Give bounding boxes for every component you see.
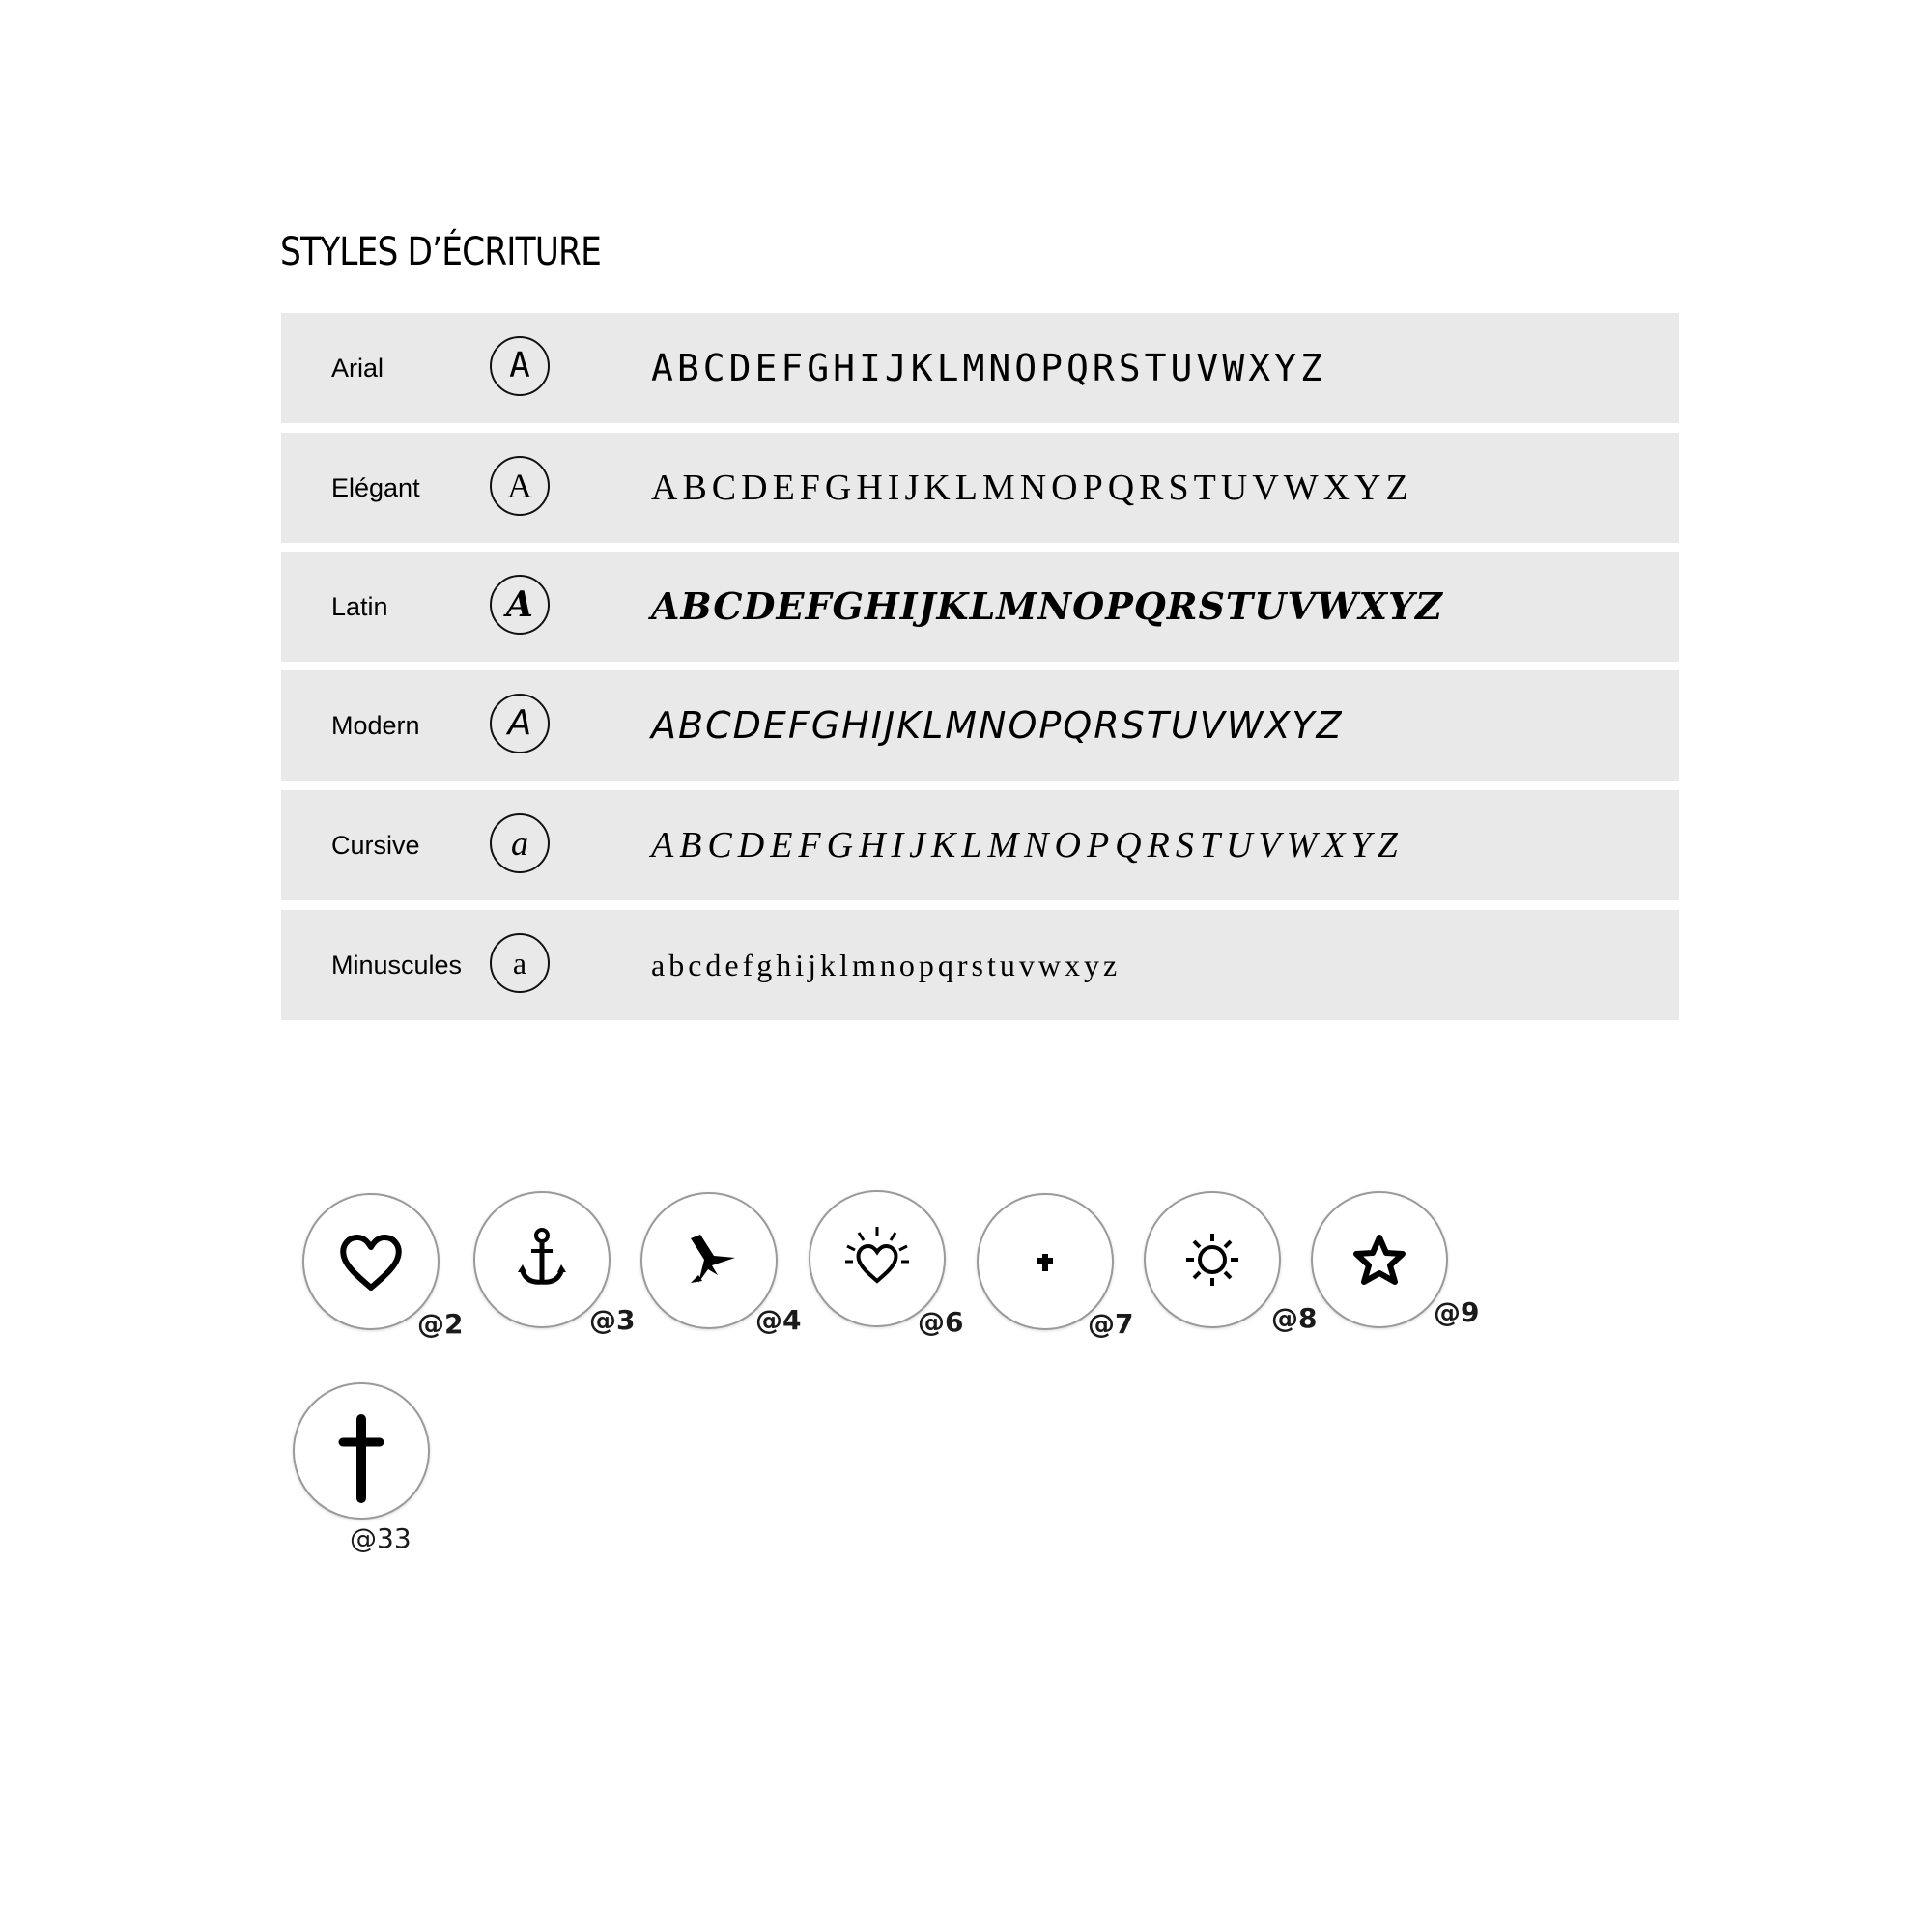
star-icon (1313, 1193, 1446, 1326)
page-title: STYLES D’ÉCRITURE (280, 230, 601, 274)
style-row-cursive[interactable] (281, 790, 1679, 900)
symbol-code: @4 (755, 1304, 802, 1336)
style-row-minuscules[interactable] (281, 910, 1679, 1020)
style-name: Latin (331, 592, 388, 621)
style-sample-circle: A (490, 456, 550, 516)
symbol-code: @9 (1434, 1296, 1480, 1328)
symbol-code: @7 (1088, 1308, 1134, 1340)
style-alphabet: ABCDEFGHIJKLMNOPQRSTUVWXYZ (651, 468, 1413, 508)
style-name: Elégant (331, 473, 420, 502)
style-alphabet: ABCDEFGHIJKLMNOPQRSTUVWXYZ (651, 704, 1344, 747)
style-alphabet: abcdefghijklmnopqrstuvwxyz (651, 948, 1122, 982)
symbol-code: @2 (417, 1308, 464, 1340)
symbol-cross[interactable] (293, 1382, 430, 1520)
style-row-latin[interactable] (281, 552, 1679, 662)
style-row-modern[interactable] (281, 670, 1679, 781)
symbol-code: @8 (1271, 1302, 1318, 1334)
style-name: Minuscules (331, 951, 463, 980)
style-name: Arial (331, 354, 384, 383)
style-sample-circle: a (490, 933, 550, 993)
symbol-code: @3 (589, 1304, 636, 1336)
style-sample-circle: a (490, 813, 550, 873)
style-sample-circle: A (490, 694, 550, 753)
style-sample-circle: A (490, 575, 550, 635)
style-alphabet: ABCDEFGHIJKLMNOPQRSTUVWXYZ (651, 347, 1326, 389)
symbol-star[interactable] (1311, 1191, 1448, 1328)
symbol-code: @33 (350, 1522, 412, 1554)
style-row-arial[interactable] (281, 313, 1679, 423)
style-row-elegant[interactable] (281, 433, 1679, 543)
style-name: Cursive (331, 831, 420, 860)
style-alphabet: ABCDEFGHIJKLMNOPQRSTUVWXYZ (651, 584, 1443, 628)
cross-icon (295, 1384, 428, 1518)
sun-icon (1146, 1193, 1279, 1326)
style-name: Modern (331, 711, 420, 740)
style-sample-circle: A (490, 336, 550, 396)
symbol-code: @6 (918, 1306, 964, 1338)
symbol-sun[interactable] (1144, 1191, 1281, 1328)
style-alphabet: ABCDEFGHIJKLMNOPQRSTUVWXYZ (651, 825, 1404, 866)
